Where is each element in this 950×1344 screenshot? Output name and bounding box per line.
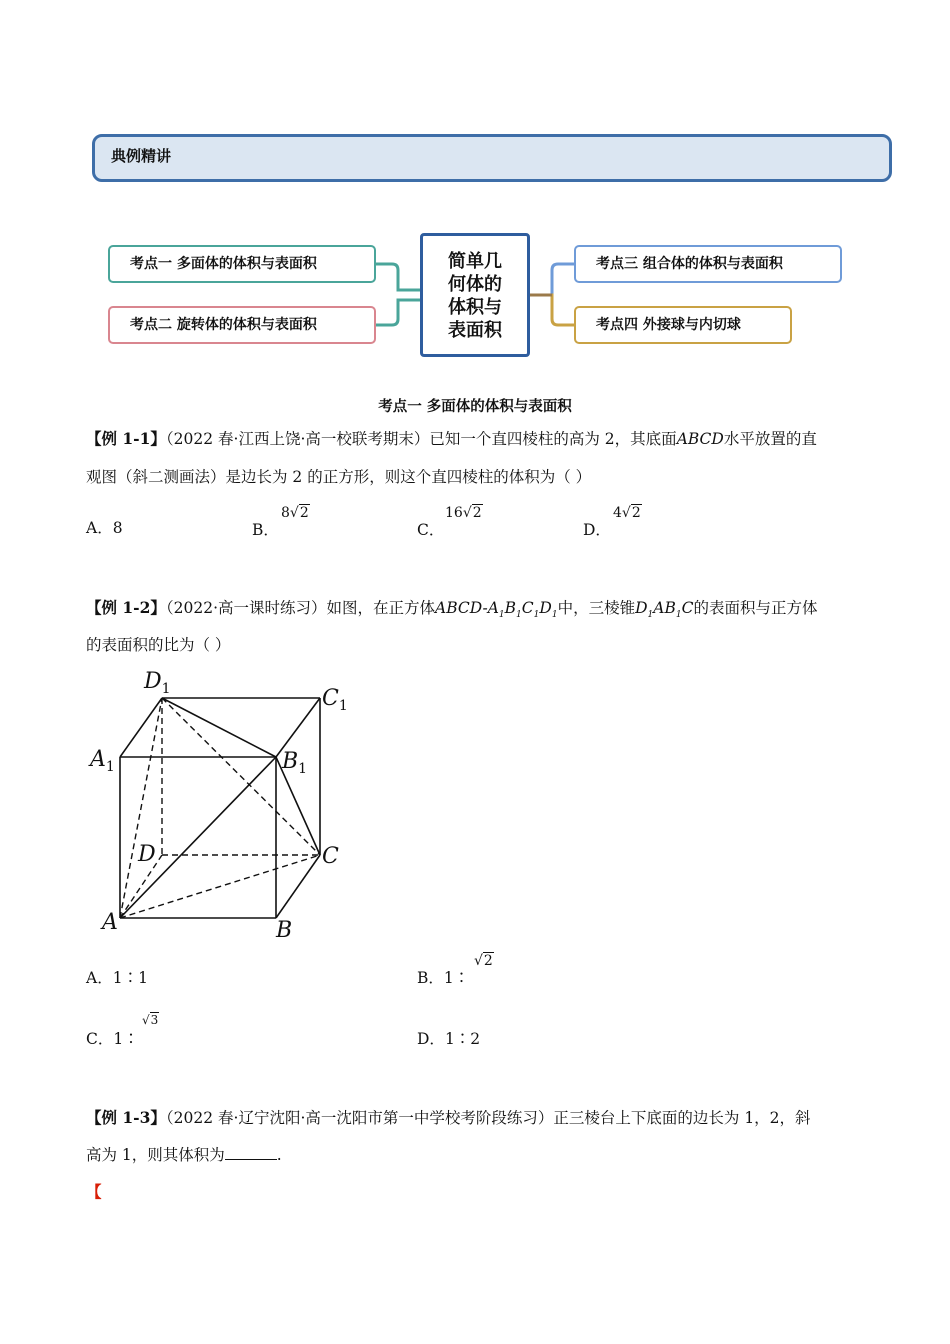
example-tag: 【例 1-3】 [86,1108,166,1127]
label-c: C [322,844,339,869]
option-b-value: 8√2 [281,505,309,521]
option-d[interactable] [583,518,611,540]
mindmap-center-line: 表面积 [448,320,502,341]
mindmap-point-3: 考点三 组合体的体积与表面积 [574,245,842,283]
option-d-value: 4√2 [613,505,641,521]
pyramid-name [635,599,694,621]
option-b-radical: √2 [474,953,493,969]
question-text: （2022·高一课时练习）如图，在正方体 [165,599,436,617]
subscript: 1 [516,610,522,621]
example-tag: 【例 1-1】 [86,429,166,448]
vertex: B [664,599,676,617]
label-c1: $C_1$ [322,686,348,714]
option-letter: B． [417,969,444,987]
option-value: 1∶ [113,1030,139,1048]
label-d: D [138,842,156,867]
option-c-radical: √3 [142,1013,159,1027]
question-text: （2022 春·江西上饶·高一校联考期末）已知一个直四棱柱的高为 2，其底面 [165,430,677,448]
example-1-3-line-1 [86,1108,811,1128]
vertex: C [681,599,694,617]
label-b1: $B_1$ [282,749,308,777]
mindmap-center-line: 简单几 [448,251,502,272]
answer-blank[interactable] [225,1159,277,1160]
option-c[interactable] [417,518,444,540]
radicand: 2 [483,953,493,969]
question-text: . [276,1146,282,1164]
subscript: 1 [551,610,558,621]
option-letter: D． [417,1030,445,1048]
option-c-value: 16√2 [445,505,482,521]
example-1-2-line-1 [86,598,817,625]
radicand: 2 [472,505,482,521]
option-d[interactable] [417,1027,480,1049]
option-letter: D． [583,521,611,539]
option-value: 1∶2 [444,1030,481,1048]
label-a: A [102,910,118,935]
option-value: 1∶1 [112,969,148,987]
radicand: 2 [299,505,309,521]
question-text: （2022 春·辽宁沈阳·高一沈阳市第一中学校考阶段练习）正三棱台上下底面的边长为 1，2，斜 [165,1109,811,1127]
example-1-1-line-1 [86,429,817,449]
section-title: 典例精讲 [111,147,172,165]
example-1-1-line-2: 观图（斜二测画法）是边长为 2 的正方形，则这个直四棱柱的体积为（ ） [86,468,592,486]
vertex: C [521,599,534,617]
subscript: 1 [647,610,654,621]
example-1-2-line-2: 的表面积的比为（ ） [86,636,231,654]
mindmap-point-4: 考点四 外接球与内切球 [574,306,792,344]
example-1-3-line-2 [86,1145,282,1165]
mindmap-point-2: 考点二 旋转体的体积与表面积 [108,306,376,344]
topic-heading: 考点一 多面体的体积与表面积 [378,399,572,415]
vertex: D [539,599,552,617]
label-d1: $D_1$ [144,669,171,697]
question-text: 中，三棱锥 [557,599,636,617]
math-var: ABCD [676,430,724,448]
option-letter: A． [86,519,113,537]
option-letter: C． [417,521,445,539]
subscript: 1 [675,610,682,621]
label-a1: $A_1$ [90,747,115,775]
vertex: A [653,599,665,617]
cube-name [435,599,558,621]
radicand: 2 [631,505,641,521]
cube-figure [80,665,370,945]
option-value: 8 [112,519,123,537]
option-value: 1∶ [443,969,470,987]
vertex: B [504,599,517,617]
option-c[interactable] [86,1027,139,1049]
option-b[interactable] [252,518,279,540]
option-letter: A． [86,969,113,987]
radicand: 3 [150,1013,159,1027]
option-a[interactable] [86,966,148,988]
example-tag: 【例 1-2】 [86,598,166,617]
answer-bracket: 【 [86,1182,102,1201]
coef: 8 [281,505,290,521]
label-b: B [276,918,293,943]
mindmap-center [420,233,530,357]
question-text: 水平放置的直 [723,430,817,448]
subscript: 1 [533,610,540,621]
vertex: D [635,599,648,617]
option-letter: C． [86,1030,114,1048]
mindmap-center-line: 体积与 [448,297,502,318]
option-letter: B． [252,521,279,539]
cube-name-text: ABCD-A [435,599,499,617]
mindmap-center-line: 何体的 [448,274,502,295]
question-text: 的表面积与正方体 [693,599,818,617]
coef: 4 [613,505,622,521]
mindmap-point-1: 考点一 多面体的体积与表面积 [108,245,376,283]
option-a[interactable] [86,516,123,538]
subscript: 1 [498,610,505,621]
question-text: 高为 1，则其体积为 [86,1146,225,1164]
coef: 16 [445,505,463,521]
option-b[interactable] [417,966,469,988]
